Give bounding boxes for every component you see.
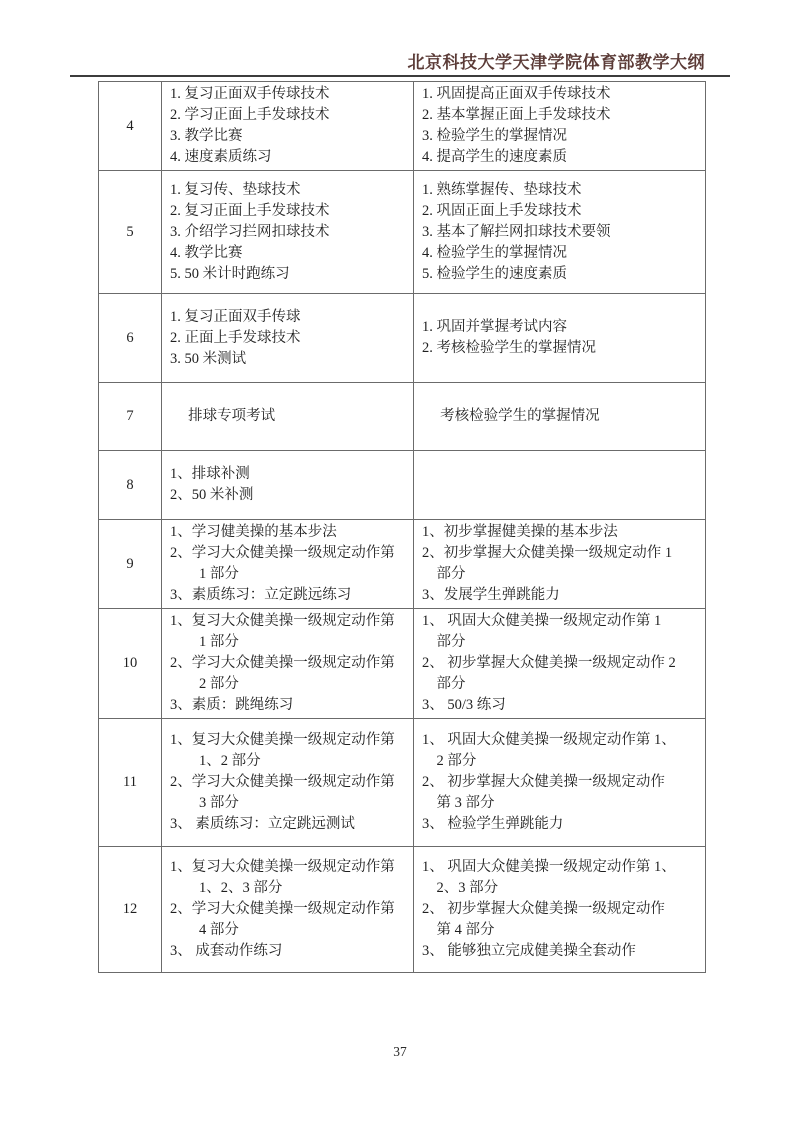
cell-line: 第 4 部分 [422, 922, 495, 938]
cell-line: 2、3 部分 [422, 880, 499, 896]
cell-line: 3. 基本了解拦网扣球技术要领 [422, 223, 611, 240]
week-cell: 10 [99, 609, 162, 719]
cell-line: 第 3 部分 [422, 795, 495, 811]
cell-line: 1、复习大众健美操一级规定动作第 [170, 613, 395, 629]
cell-line: 3. 教学比赛 [170, 128, 243, 144]
cell-line: 1 部分 [170, 634, 239, 650]
cell-line: 2. 巩固正面上手发球技术 [422, 202, 582, 219]
content-cell [162, 294, 414, 383]
cell-line: 3、 能够独立完成健美操全套动作 [422, 943, 636, 959]
table-row [99, 719, 706, 847]
header-title: 北京科技大学天津学院体育部教学大纲 [407, 53, 705, 72]
table-row [99, 609, 706, 719]
goals-cell [414, 82, 706, 171]
cell-line: 3、发展学生弹跳能力 [422, 587, 560, 603]
cell-line: 1、 巩固大众健美操一级规定动作第 1、 [422, 732, 676, 748]
header-divider [70, 75, 730, 77]
cell-line: 2. 学习正面上手发球技术 [170, 107, 330, 123]
cell-line: 部分 [422, 566, 466, 582]
table-row [99, 294, 706, 383]
cell-line: 2、 初步掌握大众健美操一级规定动作 2 [422, 655, 676, 671]
table-row [99, 82, 706, 171]
cell-line: 3 部分 [170, 795, 239, 811]
cell-line: 3、 成套动作练习 [170, 943, 283, 959]
goals-cell [414, 847, 706, 973]
cell-line: 4. 检验学生的掌握情况 [422, 244, 567, 261]
cell-line: 3. 50 米测试 [170, 350, 247, 367]
cell-line: 5. 50 米计时跑练习 [170, 265, 290, 282]
cell-line: 3、 素质练习：立定跳远测试 [170, 816, 355, 832]
cell-line: 2 部分 [422, 753, 477, 769]
cell-line: 1、初步掌握健美操的基本步法 [422, 524, 618, 540]
cell-line: 1、复习大众健美操一级规定动作第 [170, 859, 395, 875]
cell-line: 4 部分 [170, 922, 239, 938]
cell-line: 1、2、3 部分 [170, 880, 283, 896]
table-row [99, 451, 706, 520]
cell-line: 排球专项考试 [170, 408, 276, 424]
cell-line: 2、学习大众健美操一级规定动作第 [170, 901, 395, 917]
cell-line: 2、 初步掌握大众健美操一级规定动作 [422, 901, 665, 917]
cell-line: 1. 巩固提高正面双手传球技术 [422, 86, 611, 102]
content-cell [162, 171, 414, 294]
cell-line: 2、50 米补测 [170, 487, 254, 503]
table-row [99, 847, 706, 973]
cell-line: 2. 正面上手发球技术 [170, 329, 301, 346]
document-header [70, 48, 705, 73]
cell-line: 1、2 部分 [170, 753, 261, 769]
cell-line: 2、学习大众健美操一级规定动作第 [170, 655, 395, 671]
cell-line: 部分 [422, 634, 466, 650]
page-footer [0, 1043, 800, 1061]
cell-line: 2、初步掌握大众健美操一级规定动作 1 [422, 545, 673, 561]
cell-line: 3. 检验学生的掌握情况 [422, 128, 567, 144]
cell-line: 2、学习大众健美操一级规定动作第 [170, 774, 395, 790]
content-cell [162, 451, 414, 520]
cell-line: 1、排球补测 [170, 466, 250, 482]
content-cell [162, 847, 414, 973]
cell-line: 1、复习大众健美操一级规定动作第 [170, 732, 395, 748]
week-cell: 11 [99, 719, 162, 847]
week-cell: 9 [99, 520, 162, 609]
content-cell [162, 383, 414, 451]
week-cell: 4 [99, 82, 162, 171]
goals-cell [414, 520, 706, 609]
content-cell [162, 82, 414, 171]
cell-line: 2、学习大众健美操一级规定动作第 [170, 545, 395, 561]
cell-line: 3、 检验学生弹跳能力 [422, 816, 564, 832]
goals-cell [414, 451, 706, 520]
week-cell: 12 [99, 847, 162, 973]
cell-line: 4. 速度素质练习 [170, 149, 272, 165]
content-cell [162, 719, 414, 847]
goals-cell [414, 171, 706, 294]
table-row [99, 520, 706, 609]
cell-line: 1. 熟练掌握传、垫球技术 [422, 181, 582, 198]
cell-line: 1. 复习正面双手传球 [170, 308, 301, 325]
cell-line: 5. 检验学生的速度素质 [422, 265, 567, 282]
syllabus-table [98, 81, 706, 973]
content-cell [162, 520, 414, 609]
cell-line: 1、 巩固大众健美操一级规定动作第 1 [422, 613, 662, 629]
cell-line: 1. 复习传、垫球技术 [170, 181, 301, 198]
cell-line: 2. 基本掌握正面上手发球技术 [422, 107, 611, 123]
cell-line: 3、 50/3 练习 [422, 697, 506, 713]
cell-line: 1、 巩固大众健美操一级规定动作第 1、 [422, 859, 676, 875]
cell-line: 3. 介绍学习拦网扣球技术 [170, 223, 330, 240]
page-number: 37 [393, 1044, 407, 1059]
cell-line: 4. 教学比赛 [170, 244, 243, 261]
cell-line: 考核检验学生的掌握情况 [422, 408, 600, 424]
week-cell: 6 [99, 294, 162, 383]
content-cell [162, 609, 414, 719]
syllabus-table-body [99, 82, 706, 973]
week-cell: 7 [99, 383, 162, 451]
table-row [99, 171, 706, 294]
week-cell: 5 [99, 171, 162, 294]
cell-line: 3、素质：跳绳练习 [170, 697, 294, 713]
goals-cell [414, 609, 706, 719]
cell-line: 1、学习健美操的基本步法 [170, 524, 337, 540]
goals-cell [414, 294, 706, 383]
week-cell: 8 [99, 451, 162, 520]
goals-cell [414, 383, 706, 451]
cell-line: 1. 巩固并掌握考试内容 [422, 319, 567, 335]
cell-line: 3、素质练习：立定跳远练习 [170, 587, 352, 603]
cell-line: 1 部分 [170, 566, 239, 582]
cell-line: 2. 复习正面上手发球技术 [170, 202, 330, 219]
cell-line: 部分 [422, 676, 466, 692]
cell-line: 2、 初步掌握大众健美操一级规定动作 [422, 774, 665, 790]
goals-cell [414, 719, 706, 847]
cell-line: 1. 复习正面双手传球技术 [170, 86, 330, 102]
cell-line: 2 部分 [170, 676, 239, 692]
cell-line: 4. 提高学生的速度素质 [422, 149, 567, 165]
cell-line: 2. 考核检验学生的掌握情况 [422, 340, 596, 356]
table-row [99, 383, 706, 451]
